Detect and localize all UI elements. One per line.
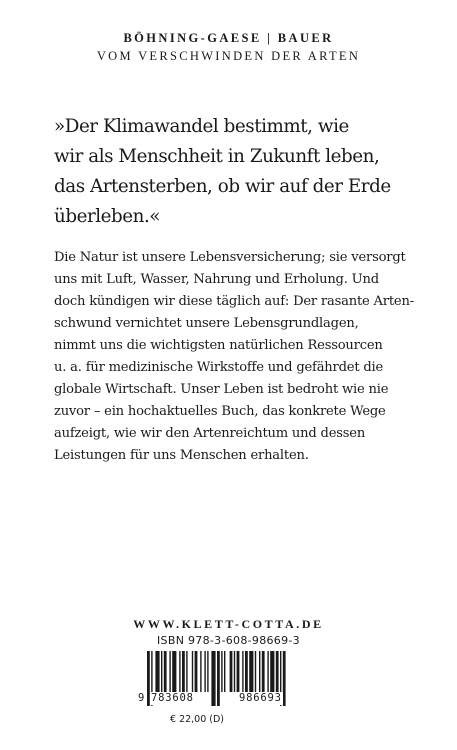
barcode-right-digits: 986693: [239, 692, 282, 704]
quote-line: das Artensterben, ob wir auf der Erde: [54, 176, 391, 197]
blurb-line: nimmt uns die wichtigsten natürlichen Ressourcen: [54, 338, 383, 353]
blurb-line: aufzeigt, wie wir den Artenreichtum und dessen: [54, 426, 366, 441]
publisher-website: WWW.KLETT-COTTA.DE: [133, 617, 324, 631]
book-title: VOM VERSCHWINDEN DER ARTEN: [96, 49, 361, 63]
blurb-line: zuvor – ein hochaktuelles Buch, das konkrete Wege: [54, 404, 386, 419]
blurb-line: u. a. für medizinische Wirkstoffe und gefährdet die: [54, 360, 384, 375]
pull-quote: [54, 112, 434, 232]
isbn-number: ISBN 978-3-608-98669-3: [157, 634, 300, 647]
barcode-first-digit: 9: [138, 692, 145, 704]
price-label: € 22,00 (D): [170, 714, 225, 725]
blurb-line: schwund vernichtet unsere Lebensgrundlagen,: [54, 316, 359, 331]
barcode-left-digits: 783608: [151, 692, 194, 704]
authors: BÖHNING-GAESE | BAUER: [123, 31, 334, 45]
blurb-line: doch kündigen wir diese täglich auf: Der rasante Arten-: [54, 294, 414, 309]
quote-line: wir als Menschheit in Zukunft leben,: [54, 146, 380, 167]
blurb-line: Die Natur ist unsere Lebensversicherung; sie versorgt: [54, 250, 406, 265]
blurb-line: globale Wirtschaft. Unser Leben ist bedroht wie nie: [54, 382, 389, 397]
blurb-line: uns mit Luft, Wasser, Nahrung und Erholung. Und: [54, 272, 379, 287]
blurb-text: [54, 247, 434, 467]
blurb-line: Leistungen für uns Menschen erhalten.: [54, 448, 309, 463]
barcode-digits: [138, 692, 321, 706]
quote-line: »Der Klimawandel bestimmt, wie: [54, 116, 349, 137]
book-header: [0, 30, 457, 64]
quote-line: überleben.«: [54, 206, 161, 227]
